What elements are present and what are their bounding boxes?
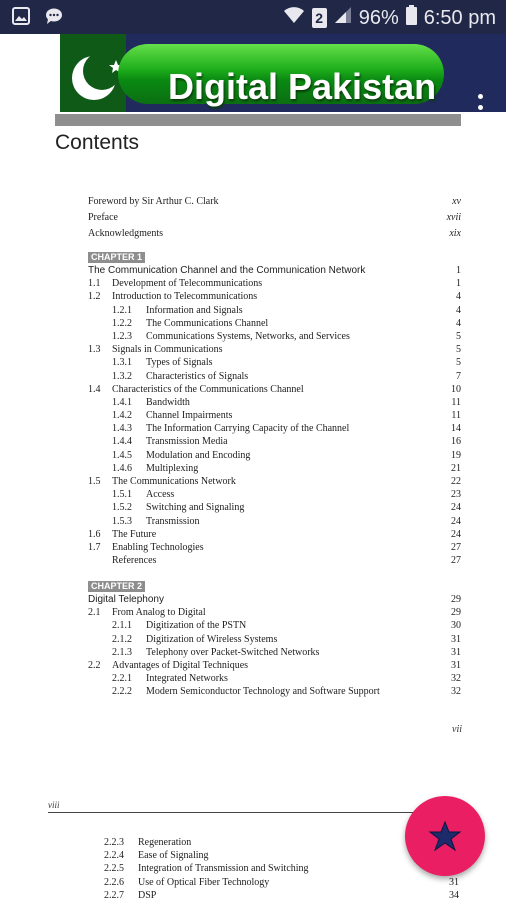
toc-entry-number: 1.2.1 (112, 304, 132, 316)
toc-entry-number: 1.3.1 (112, 357, 132, 369)
toc-entry[interactable] (88, 383, 464, 396)
toc-entry-number: 2.2.6 (104, 876, 124, 888)
toc-entry-label: DSP (138, 889, 157, 901)
favorite-fab[interactable] (405, 796, 485, 876)
toc-entry-page: 11 (451, 410, 461, 422)
toc-entry-label: Channel Impairments (146, 410, 233, 422)
toc-entry-number: 1.2.3 (112, 330, 132, 342)
toc-entry-number: 1.5.3 (112, 515, 132, 527)
toc-entry-label: Information and Signals (146, 304, 243, 316)
toc-entry-number: 2.1.2 (112, 633, 132, 645)
toc-entry-label: From Analog to Digital (112, 607, 206, 619)
toc-entry[interactable] (88, 462, 464, 475)
battery-percent: 96% (358, 6, 399, 29)
toc-entry[interactable] (88, 343, 464, 356)
toc-entry-page: 34 (449, 889, 459, 901)
toc-entry-page: 1 (456, 278, 461, 290)
image-icon (12, 7, 30, 25)
toc-entry[interactable] (88, 554, 464, 567)
toc-entry-number: 1.4.4 (112, 436, 132, 448)
toc-entry-label: Enabling Technologies (112, 541, 204, 553)
toc-entry[interactable] (88, 370, 464, 383)
toc-entry-page: 27 (451, 541, 461, 553)
toc-entry[interactable] (88, 356, 464, 369)
toc-entry[interactable] (88, 488, 464, 501)
toc-front-item[interactable]: Acknowledgments xix (88, 228, 461, 239)
toc-entry-label: Transmission Media (146, 436, 228, 448)
toc-entry-number: 2.1.1 (112, 620, 132, 632)
toc-entry[interactable] (88, 435, 464, 448)
toc-entry-label: Switching and Signaling (146, 502, 245, 514)
toc-entry-label: Types of Signals (146, 357, 213, 369)
chapter-badge: CHAPTER 2 (88, 581, 145, 592)
toc-entry-label: Bandwidth (146, 396, 190, 408)
page-top-edge (55, 114, 461, 126)
toc-entry-page: 14 (451, 423, 461, 435)
toc-front-item[interactable]: Preface xvii (88, 212, 461, 223)
toc-entry-page: 30 (451, 620, 461, 632)
toc-entry[interactable] (88, 277, 464, 290)
toc-entry-number: 1.4.1 (112, 396, 132, 408)
toc-entry-label: The Future (112, 528, 157, 540)
chapter-badge: CHAPTER 1 (88, 252, 145, 263)
toc-entry-label: Digitization of Wireless Systems (146, 633, 278, 645)
toc-entry-page: 4 (456, 291, 461, 303)
toc-entry-label: The Communications Channel (146, 317, 269, 329)
toc-entry-label: Modulation and Encoding (146, 449, 251, 461)
toc-entry[interactable] (88, 290, 464, 303)
toc-entry-label: Development of Telecommunications (112, 278, 263, 290)
toc-entry-page: 24 (451, 515, 461, 527)
app-title: Digital Pakistan (168, 66, 437, 107)
toc-entry[interactable] (88, 422, 464, 435)
toc-entry-label: Characteristics of the Communications Channel (112, 383, 304, 395)
toc-entry-number: 2.2 (88, 659, 101, 671)
toc-entry[interactable] (88, 515, 464, 528)
toc-entry-page: 16 (451, 436, 461, 448)
toc-entry-label: Communications Systems, Networks, and Services (146, 330, 350, 342)
sim-2-icon: 2 (312, 8, 327, 28)
toc-entry[interactable] (88, 409, 464, 422)
battery-icon (406, 5, 417, 31)
app-bar (0, 34, 506, 112)
toc-entry-label: Modern Semiconductor Technology and Software Support (146, 686, 380, 698)
toc-entry-page: 5 (456, 330, 461, 342)
toc-entry-page: 24 (451, 502, 461, 514)
toc-entry-page: 29 (451, 607, 461, 619)
flag-green-field (60, 34, 126, 112)
toc-entry-number: 1.2.2 (112, 317, 132, 329)
toc-entry[interactable] (88, 330, 464, 343)
toc-entry-label: Introduction to Telecommunications (112, 291, 258, 303)
front-matter-list (88, 194, 464, 242)
toc-entry-page: 7 (456, 370, 461, 382)
star-icon (405, 796, 485, 876)
wifi-icon (283, 6, 305, 30)
toc-entry-page: 32 (451, 673, 461, 685)
toc-entry[interactable] (88, 646, 464, 659)
signal-icon (334, 6, 352, 30)
toc-entry-number: 1.4 (88, 383, 101, 395)
toc-entry-page: 21 (451, 462, 461, 474)
toc-entry-page: 22 (451, 476, 461, 487)
toc-entry-label: Regeneration (138, 837, 192, 848)
clock: 6:50 pm (423, 6, 496, 29)
toc-entry-label: Integrated Networks (146, 673, 228, 685)
page-footer-number: vii (452, 724, 462, 735)
toc-entry-label: Access (146, 489, 175, 501)
toc-entry-page: 31 (451, 633, 461, 645)
toc-entry-page: 23 (451, 489, 461, 501)
toc-entry-label: The Communications Network (112, 476, 236, 487)
toc-entry-page: 32 (451, 686, 461, 698)
flag-white-stripe (0, 34, 60, 112)
toc-entry[interactable] (88, 672, 464, 685)
toc-entry-label: Multiplexing (146, 462, 199, 474)
toc-entry-label: Telephony over Packet-Switched Networks (146, 646, 320, 658)
overflow-menu-icon[interactable] (476, 94, 484, 120)
toc-entry-label: Integration of Transmission and Switching (138, 863, 309, 875)
toc-entry-page: 11 (451, 396, 461, 408)
toc-entry-label: Signals in Communications (112, 344, 223, 356)
toc-entry[interactable] (88, 659, 464, 672)
toc-entry[interactable] (88, 528, 464, 541)
toc-entry-number: 2.2.4 (104, 850, 124, 862)
toc-entry-label: Use of Optical Fiber Technology (138, 876, 270, 888)
chapter-2-entries (88, 606, 464, 698)
toc-entry[interactable] (88, 685, 464, 698)
contents-heading: Contents (55, 131, 140, 154)
toc-entry-number: 1.5 (88, 476, 101, 487)
toc-entry-page: 5 (456, 357, 461, 369)
toc-entry-number: 1.5.1 (112, 489, 132, 501)
toc-entry[interactable] (88, 633, 464, 646)
next-page-header-rule (48, 812, 448, 813)
toc-entry-number: 1.6 (88, 528, 101, 540)
toc-entry-number: 1.3.2 (112, 370, 132, 382)
toc-entry-number: 1.2 (88, 291, 101, 303)
crescent-star-icon (60, 34, 126, 112)
toc-entry-number: 2.1 (88, 607, 101, 619)
toc-entry-number: 1.4.3 (112, 423, 132, 435)
toc-entry[interactable] (88, 396, 464, 409)
toc-entry-label: The Information Carrying Capacity of the Channel (146, 423, 350, 435)
toc-entry-label: Ease of Signaling (138, 850, 209, 862)
toc-entry[interactable] (88, 606, 464, 619)
next-page-header-number: viii (48, 800, 60, 810)
toc-entry-page: 27 (451, 555, 461, 567)
toc-entry-page: 4 (456, 317, 461, 329)
toc-entry-page: 19 (451, 449, 461, 461)
toc-entry-page: 31 (449, 876, 459, 888)
chapter-1-section (88, 251, 464, 567)
toc-front-item[interactable]: Foreword by Sir Arthur C. Clark xv (88, 196, 461, 207)
toc-entry-label: Transmission (146, 515, 200, 527)
chapter-title-row[interactable]: Digital Telephony 29 (88, 594, 461, 605)
toc-entry[interactable] (88, 619, 464, 632)
toc-entry-number: 1.4.6 (112, 462, 132, 474)
toc-entry-number: 2.2.3 (104, 837, 124, 848)
toc-entry[interactable] (88, 304, 464, 317)
chat-bubble-icon (44, 7, 62, 25)
toc-entry-number: 2.2.2 (112, 686, 132, 698)
toc-entry-number: 1.7 (88, 541, 101, 553)
toc-entry-label: Characteristics of Signals (146, 370, 249, 382)
toc-entry-number: 1.1 (88, 278, 101, 290)
toc-entry-label: Digitization of the PSTN (146, 620, 247, 632)
toc-entry-page: 5 (456, 344, 461, 356)
toc-entry-number: 2.2.1 (112, 673, 132, 685)
chapter-2-section (88, 580, 464, 699)
toc-entry[interactable] (88, 501, 464, 514)
toc-entry-page: 31 (451, 659, 461, 671)
status-bar (0, 0, 506, 34)
toc-entry[interactable] (88, 317, 464, 330)
toc-entry-number: 2.2.5 (104, 863, 124, 875)
toc-entry[interactable] (88, 449, 464, 462)
chapter-title-row[interactable]: The Communication Channel and the Communication Network 1 (88, 265, 461, 276)
toc-entry[interactable] (104, 876, 458, 889)
toc-entry-label: Advantages of Digital Techniques (112, 659, 249, 671)
toc-entry-number: 2.2.7 (104, 889, 124, 901)
toc-entry-label: References (112, 555, 157, 567)
toc-entry-page: 31 (451, 646, 461, 658)
toc-entry-number: 1.4.5 (112, 449, 132, 461)
toc-entry[interactable] (88, 541, 464, 554)
toc-entry-number: 1.5.2 (112, 502, 132, 514)
toc-entry-number: 2.1.3 (112, 646, 132, 658)
toc-entry-page: 24 (451, 528, 461, 540)
toc-entry-page: 4 (456, 304, 461, 316)
toc-entry[interactable] (88, 475, 464, 488)
toc-entry-page: 10 (451, 383, 461, 395)
chapter-1-entries (88, 277, 464, 567)
toc-entry-number: 1.3 (88, 344, 101, 356)
toc-entry-number: 1.4.2 (112, 410, 132, 422)
